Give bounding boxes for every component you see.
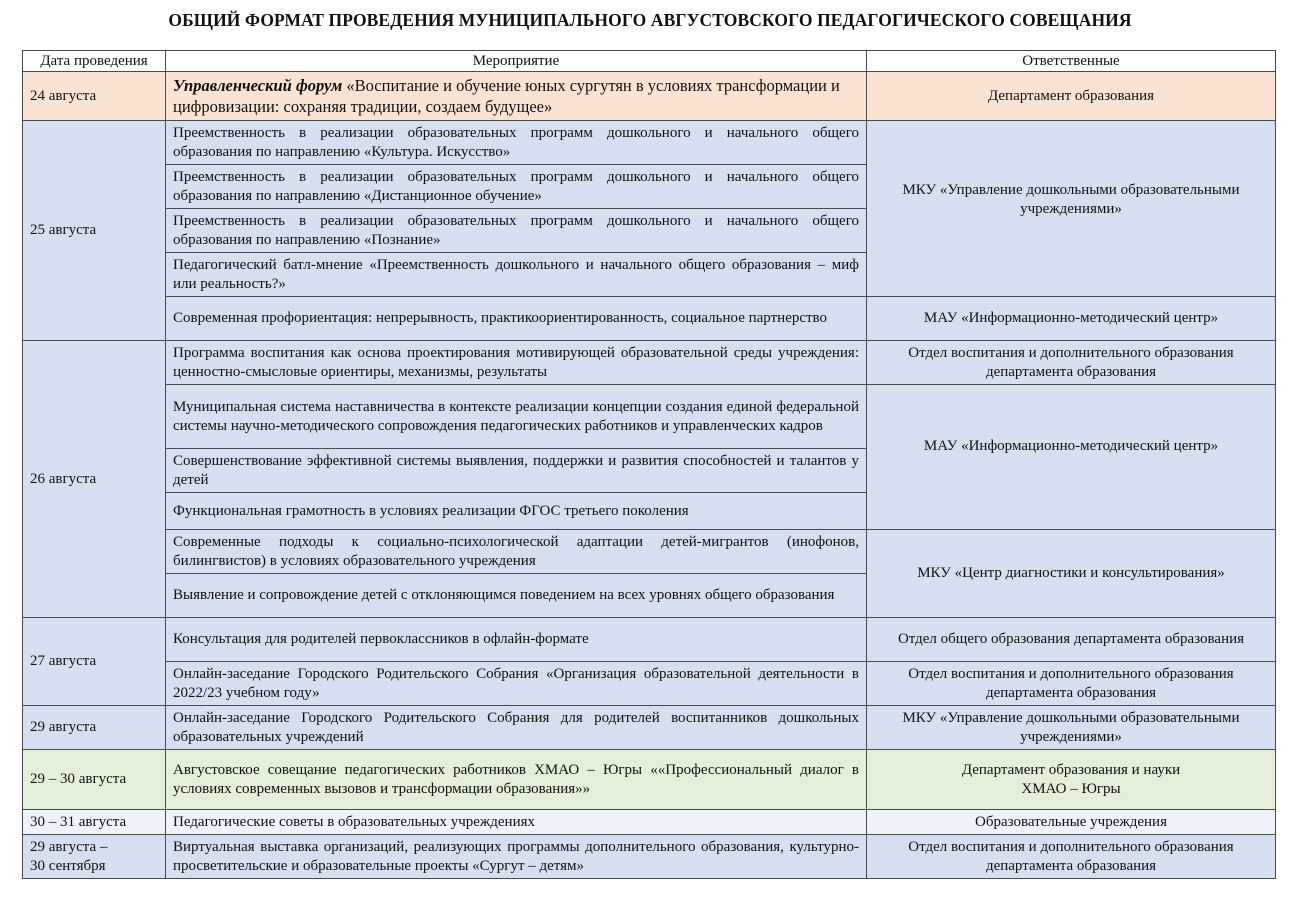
event-cell: Программа воспитания как основа проектирования мотивирующей образовательной среды учреждения: ценностно-смысловые ориентиры, механизмы, результаты bbox=[166, 341, 867, 385]
table-row bbox=[23, 706, 1276, 750]
event-cell: Преемственность в реализации образовательных программ дошкольного и начального общего образования по направлению «Дистанционное обучение» bbox=[166, 165, 867, 209]
event-text: «Воспитание и обучение юных сургутян в условиях трансформации и цифровизации: сохраняя традиции, создаем будущее» bbox=[173, 76, 840, 116]
responsible-cell: МАУ «Информационно-методический центр» bbox=[867, 385, 1276, 530]
event-cell: Современная профориентация: непрерывность, практикоориентированность, социальное партнерство bbox=[166, 297, 867, 341]
responsible-cell: Департамент образования bbox=[867, 72, 1276, 121]
event-cell: Онлайн-заседание Городского Родительского Собрания для родителей воспитанников дошкольных образовательных учреждений bbox=[166, 706, 867, 750]
table-header-row bbox=[23, 51, 1276, 72]
table-row bbox=[23, 750, 1276, 810]
event-cell: Преемственность в реализации образовательных программ дошкольного и начального общего образования по направлению «Культура. Искусство» bbox=[166, 121, 867, 165]
event-cell: Муниципальная система наставничества в контексте реализации концепции создания единой федеральной системы научно-методического сопровождения педагогических работников и управленческих кадров bbox=[166, 385, 867, 449]
table-row bbox=[23, 835, 1276, 879]
header-date: Дата проведения bbox=[23, 51, 166, 72]
responsible-cell: Отдел общего образования департамента образования bbox=[867, 618, 1276, 662]
responsible-cell: МКУ «Управление дошкольными образовательными учреждениями» bbox=[867, 706, 1276, 750]
header-event: Мероприятие bbox=[166, 51, 867, 72]
date-cell: 25 августа bbox=[23, 121, 166, 341]
responsible-cell: Отдел воспитания и дополнительного образования департамента образования bbox=[867, 662, 1276, 706]
date-cell: 27 августа bbox=[23, 618, 166, 706]
table-row bbox=[23, 662, 1276, 706]
event-cell: Функциональная грамотность в условиях реализации ФГОС третьего поколения bbox=[166, 493, 867, 530]
event-cell: Августовское совещание педагогических работников ХМАО – Югры ««Профессиональный диалог в условиях современных вызовов и трансформации образования»» bbox=[166, 750, 867, 810]
date-line: 30 сентября bbox=[30, 857, 106, 874]
event-cell: Педагогические советы в образовательных учреждениях bbox=[166, 810, 867, 835]
responsible-cell bbox=[867, 750, 1276, 810]
event-cell: Преемственность в реализации образовательных программ дошкольного и начального общего образования по направлению «Познание» bbox=[166, 209, 867, 253]
page-title: ОБЩИЙ ФОРМАТ ПРОВЕДЕНИЯ МУНИЦИПАЛЬНОГО АВГУСТОВСКОГО ПЕДАГОГИЧЕСКОГО СОВЕЩАНИЯ bbox=[168, 10, 1132, 30]
table-row bbox=[23, 341, 1276, 385]
responsible-cell: Отдел воспитания и дополнительного образования департамента образования bbox=[867, 341, 1276, 385]
table-row bbox=[23, 297, 1276, 341]
table-row bbox=[23, 121, 1276, 165]
date-cell: 24 августа bbox=[23, 72, 166, 121]
table-row bbox=[23, 618, 1276, 662]
table-row bbox=[23, 810, 1276, 835]
header-responsible: Ответственные bbox=[867, 51, 1276, 72]
schedule-table bbox=[22, 50, 1276, 879]
event-cell: Консультация для родителей первоклассников в офлайн-формате bbox=[166, 618, 867, 662]
responsible-cell: Образовательные учреждения bbox=[867, 810, 1276, 835]
responsible-cell: Отдел воспитания и дополнительного образования департамента образования bbox=[867, 835, 1276, 879]
event-cell: Современные подходы к социально-психологической адаптации детей-мигрантов (инофонов, билингвистов) в условиях образовательного учреждения bbox=[166, 530, 867, 574]
table-row bbox=[23, 530, 1276, 574]
table-row bbox=[23, 385, 1276, 449]
event-format-label: Управленческий форум bbox=[173, 76, 343, 95]
table-row bbox=[23, 72, 1276, 121]
responsible-line: ХМАО – Югры bbox=[1021, 780, 1121, 797]
responsible-line: Департамент образования и науки bbox=[961, 761, 1181, 778]
date-cell: 29 – 30 августа bbox=[23, 750, 166, 810]
responsible-cell: МКУ «Центр диагностики и консультирования» bbox=[867, 530, 1276, 618]
date-cell: 26 августа bbox=[23, 341, 166, 618]
event-cell: Онлайн-заседание Городского Родительского Собрания «Организация образовательной деятельности в 2022/23 учебном году» bbox=[166, 662, 867, 706]
date-cell bbox=[23, 835, 166, 879]
responsible-cell: МКУ «Управление дошкольными образовательными учреждениями» bbox=[867, 121, 1276, 297]
date-line: 29 августа – bbox=[30, 838, 108, 855]
event-cell: Виртуальная выставка организаций, реализующих программы дополнительного образования, культурно-просветительские и образовательные проекты «Сургут – детям» bbox=[166, 835, 867, 879]
event-cell: Выявление и сопровождение детей с отклоняющимся поведением на всех уровнях общего образования bbox=[166, 574, 867, 618]
date-cell: 30 – 31 августа bbox=[23, 810, 166, 835]
responsible-cell: МАУ «Информационно-методический центр» bbox=[867, 297, 1276, 341]
event-cell: Педагогический батл-мнение «Преемственность дошкольного и начального общего образования – миф или реальность?» bbox=[166, 253, 867, 297]
event-cell bbox=[166, 72, 867, 121]
event-cell: Совершенствование эффективной системы выявления, поддержки и развития способностей и талантов у детей bbox=[166, 449, 867, 493]
date-cell: 29 августа bbox=[23, 706, 166, 750]
